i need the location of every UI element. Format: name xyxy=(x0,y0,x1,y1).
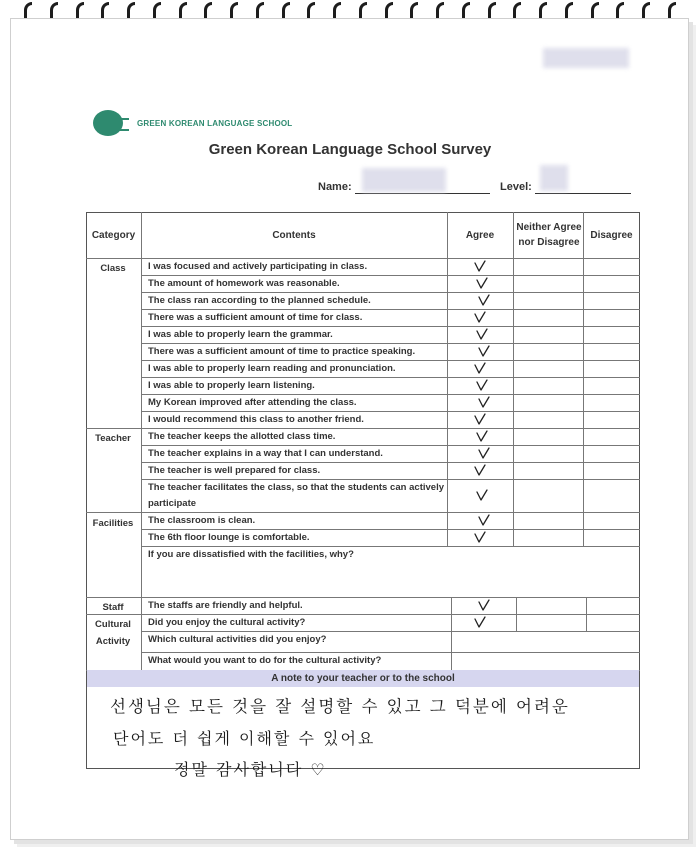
school-logo xyxy=(93,110,292,136)
logo-text: GREEN KOREAN LANGUAGE SCHOOL xyxy=(137,118,293,128)
row-divider xyxy=(141,462,640,463)
agree-check-icon xyxy=(477,514,491,528)
agree-check-icon xyxy=(473,260,487,274)
row-divider xyxy=(141,529,640,530)
handwritten-note-line: 선생님은 모든 것을 잘 설명할 수 있고 그 덕분에 어려운 xyxy=(110,697,570,716)
survey-statement: The amount of homework was reasonable. xyxy=(148,278,340,289)
note-heading: A note to your teacher or to the school xyxy=(87,670,639,687)
row-divider xyxy=(141,292,640,293)
agree-check-icon xyxy=(475,489,489,503)
header-disagree: Disagree xyxy=(590,229,633,241)
survey-statement: Which cultural activities did you enjoy? xyxy=(148,634,327,645)
row-divider xyxy=(141,445,640,446)
survey-statement: What would you want to do for the cultural activity? xyxy=(148,655,382,666)
category-staff: Staff xyxy=(102,602,124,613)
agree-check-icon xyxy=(477,294,491,308)
redacted-mark xyxy=(543,48,629,68)
row-divider xyxy=(141,360,640,361)
survey-statement: I was able to properly learn listening. xyxy=(148,380,315,391)
agree-check-icon xyxy=(473,311,487,325)
name-field xyxy=(355,193,490,194)
handwritten-note-line: 정말 감사합니다 ♡ xyxy=(174,760,327,779)
agree-check-icon xyxy=(477,599,491,613)
agree-check-icon xyxy=(475,328,489,342)
redacted-name xyxy=(362,168,446,192)
survey-statement: The staffs are friendly and helpful. xyxy=(148,600,303,611)
category-class: Class xyxy=(100,263,126,274)
agree-check-icon xyxy=(473,464,487,478)
agree-check-icon xyxy=(473,362,487,376)
level-label: Level: xyxy=(500,181,532,193)
survey-statement: I was able to properly learn the grammar. xyxy=(148,329,333,340)
row-divider xyxy=(141,631,640,632)
survey-statement: I was focused and actively participating in class. xyxy=(148,261,368,272)
column-divider xyxy=(583,212,584,546)
survey-statement: Did you enjoy the cultural activity? xyxy=(148,617,306,628)
survey-statement: If you are dissatisfied with the facilities, why? xyxy=(148,549,354,560)
agree-check-icon xyxy=(473,616,487,630)
name-label: Name: xyxy=(318,181,352,193)
survey-statement: There was a sufficient amount of time to practice speaking. xyxy=(148,346,416,357)
survey-statement: There was a sufficient amount of time for class. xyxy=(148,312,363,323)
handwritten-note-line: 단어도 더 쉽게 이해할 수 있어요 xyxy=(113,729,376,748)
category-facilities: Facilities xyxy=(92,518,134,529)
row-divider xyxy=(141,309,640,310)
survey-statement: The 6th floor lounge is comfortable. xyxy=(148,532,310,543)
survey-statement: The classroom is clean. xyxy=(148,515,256,526)
header-contents: Contents xyxy=(272,229,316,241)
survey-statement: The teacher keeps the allotted class time. xyxy=(148,431,336,442)
header-agree: Agree xyxy=(465,229,495,241)
column-divider xyxy=(447,212,448,546)
category-cultural-activity: Cultural Activity xyxy=(95,619,131,647)
survey-statement: The teacher facilitates the class, so that the students can actively participate xyxy=(148,482,444,509)
level-field xyxy=(535,193,631,194)
row-divider xyxy=(86,258,640,259)
column-divider xyxy=(141,212,142,670)
survey-statement: The class ran according to the planned schedule. xyxy=(148,295,371,306)
survey-statement: I would recommend this class to another friend. xyxy=(148,414,364,425)
row-divider xyxy=(141,343,640,344)
row-divider xyxy=(141,377,640,378)
row-divider xyxy=(141,326,640,327)
row-divider xyxy=(86,597,640,598)
agree-check-icon xyxy=(477,396,491,410)
row-divider xyxy=(86,428,640,429)
agree-check-icon xyxy=(477,345,491,359)
column-divider xyxy=(513,212,514,546)
header-category: Category xyxy=(91,229,136,241)
row-divider xyxy=(86,614,640,615)
agree-check-icon xyxy=(475,430,489,444)
header-neutral: Neither Agree nor Disagree xyxy=(516,222,582,248)
row-divider xyxy=(86,512,640,513)
row-divider xyxy=(141,411,640,412)
redacted-level xyxy=(540,165,568,191)
agree-check-icon xyxy=(473,413,487,427)
survey-statement: The teacher explains in a way that I can understand. xyxy=(148,448,383,459)
row-divider xyxy=(141,275,640,276)
agree-check-icon xyxy=(475,379,489,393)
survey-statement: My Korean improved after attending the class. xyxy=(148,397,357,408)
category-teacher: Teacher xyxy=(95,433,131,444)
agree-check-icon xyxy=(473,531,487,545)
survey-statement: The teacher is well prepared for class. xyxy=(148,465,321,476)
logo-icon xyxy=(93,110,123,136)
survey-statement: I was able to properly learn reading and pronunciation. xyxy=(148,363,396,374)
agree-check-icon xyxy=(475,277,489,291)
agree-check-icon xyxy=(477,447,491,461)
row-divider xyxy=(141,546,640,547)
page-title: Green Korean Language School Survey xyxy=(208,141,492,158)
row-divider xyxy=(141,652,640,653)
column-divider xyxy=(451,631,452,670)
row-divider xyxy=(141,394,640,395)
